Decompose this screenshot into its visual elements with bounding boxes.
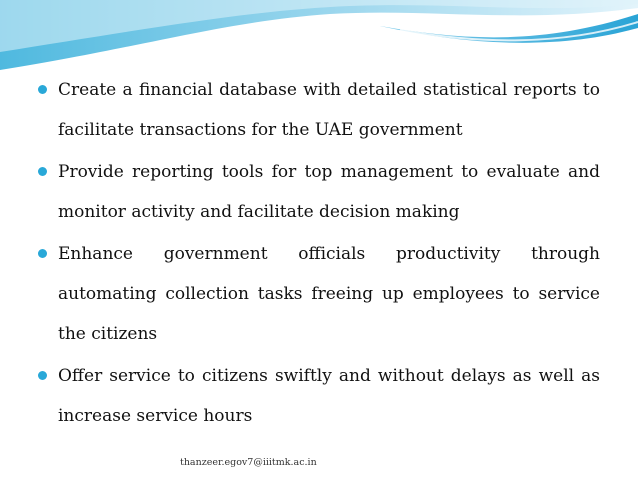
bullet-icon	[38, 249, 47, 258]
bullet-item	[36, 70, 600, 150]
bullet-text: Provide reporting tools for top management to evaluate and monitor activity and facilitate decision making	[58, 162, 600, 222]
bullet-icon	[38, 371, 47, 380]
footer-email: thanzeer.egov7@iiitmk.ac.in	[180, 457, 317, 468]
bullet-item	[36, 234, 600, 354]
bullet-text: Offer service to citizens swiftly and without delays as well as increase service hours	[58, 366, 600, 426]
bullet-text: Enhance government officials productivity through automating collection tasks freeing up employees to service the citizens	[58, 244, 600, 344]
bullet-icon	[38, 167, 47, 176]
bullet-list	[36, 70, 600, 438]
header-wave-decoration	[0, 0, 638, 70]
bullet-text: Create a financial database with detailed statistical reports to facilitate transactions for the UAE government	[58, 80, 600, 140]
bullet-item	[36, 356, 600, 436]
bullet-item	[36, 152, 600, 232]
bullet-icon	[38, 85, 47, 94]
